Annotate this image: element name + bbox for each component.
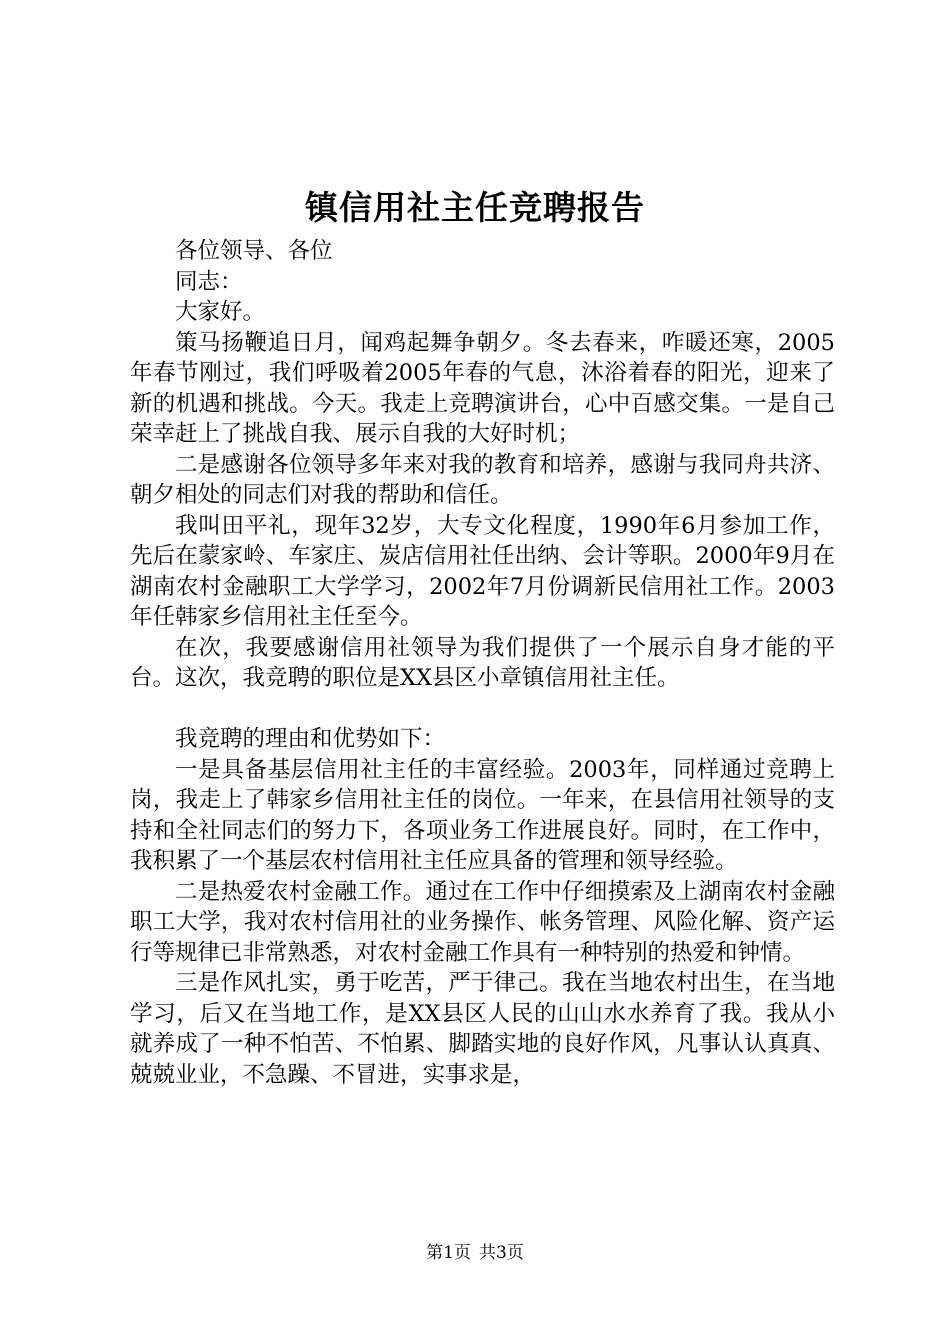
greeting: 大家好。 [175, 299, 266, 325]
paragraph-thanks: 二是感谢各位领导多年来对我的教育和培养，感谢与我同舟共济、朝夕相处的同志们对我的帮助和信任。 [130, 451, 835, 508]
document-body [130, 236, 835, 1090]
paragraph-reason-3: 三是作风扎实，勇于吃苦，严于律己。我在当地农村出生，在当地学习，后又在当地工作，是XX县区人民的山山水水养育了我。我从小就养成了一种不怕苦、不怕累、脚踏实地的良好作风，凡事认认真真、兢兢业业，不急躁、不冒进，实事求是， [130, 970, 835, 1088]
page-number: 第1页 [426, 1243, 471, 1263]
page-total: 共3页 [479, 1243, 524, 1263]
paragraph-opening: 策马扬鞭追日月，闻鸡起舞争朝夕。冬去春来，咋暖还寒，2005年春节刚过，我们呼吸着2005年春的气息，沐浴着春的阳光，迎来了新的机遇和挑战。今天。我走上竞聘演讲台，心中百感交集。一是自己荣幸赶上了挑战自我、展示自我的大好时机； [130, 329, 835, 447]
page-footer [0, 1241, 950, 1265]
paragraph-position: 在次，我要感谢信用社领导为我们提供了一个展示自身才能的平台。这次，我竞聘的职位是XX县区小章镇信用社主任。 [130, 634, 835, 691]
paragraph-reason-1: 一是具备基层信用社主任的丰富经验。2003年，同样通过竞聘上岗，我走上了韩家乡信用社主任的岗位。一年来，在县信用社领导的支持和全社同志们的努力下，各项业务工作进展良好。同时，在工作中，我积累了一个基层农村信用社主任应具备的管理和领导经验。 [130, 756, 835, 874]
salutation-line-1: 各位领导、各位 [175, 238, 333, 264]
paragraph-reasons-intro: 我竞聘的理由和优势如下： [175, 726, 446, 752]
salutation-line-2: 同志： [175, 268, 243, 295]
paragraph-self-intro: 我叫田平礼，现年32岁，大专文化程度，1990年6月参加工作，先后在蒙家岭、车家庄、炭店信用社任出纳、会计等职。2000年9月在湖南农村金融职工大学学习，2002年7月份调新民信用社工作。2003年任韩家乡信用社主任至今。 [130, 512, 835, 630]
document-title: 镇信用社主任竞聘报告 [305, 188, 645, 227]
paragraph-reason-2: 二是热爱农村金融工作。通过在工作中仔细摸索及上湖南农村金融职工大学，我对农村信用社的业务操作、帐务管理、风险化解、资产运行等规律已非常熟悉，对农村金融工作具有一种特别的热爱和钟情。 [130, 878, 835, 966]
